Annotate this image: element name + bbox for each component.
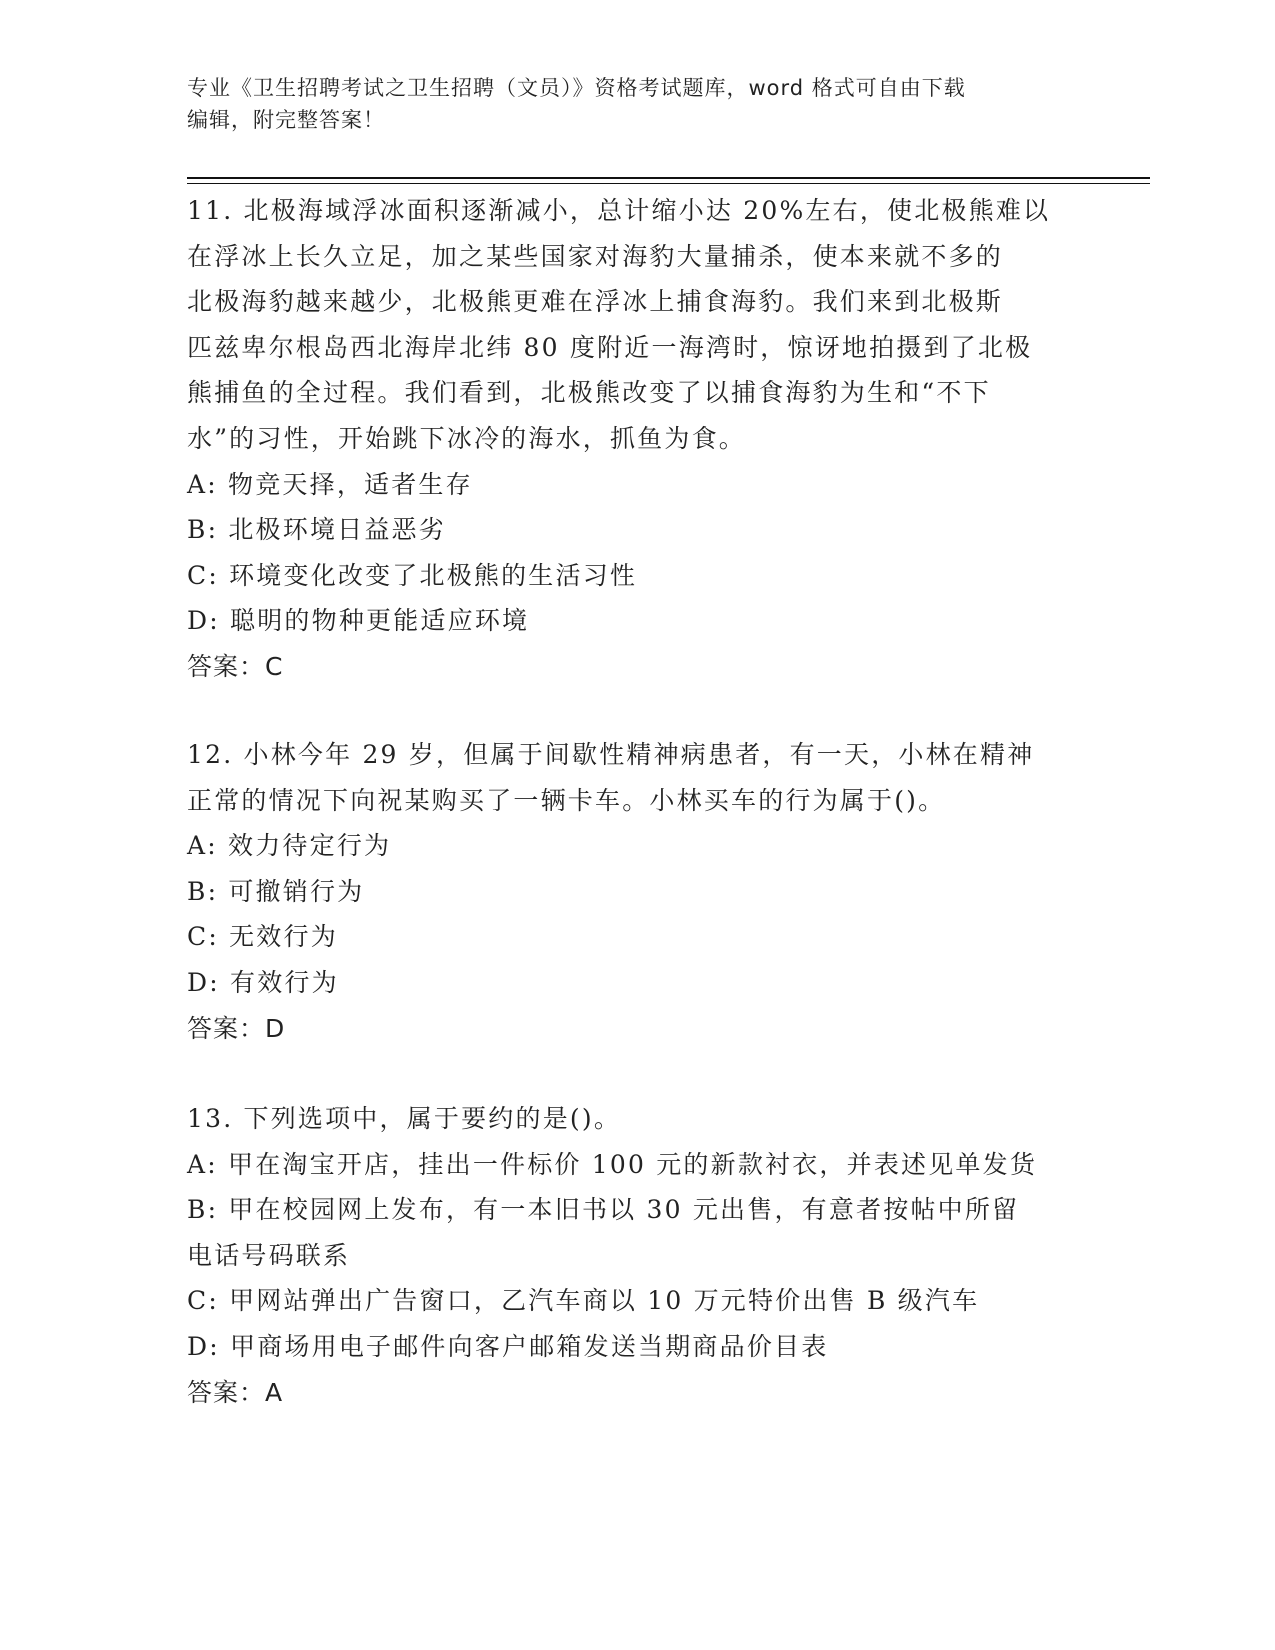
- question-12: [187, 732, 1067, 1051]
- option-a: A: 效力待定行为: [187, 831, 392, 861]
- option-d: D: 聪明的物种更能适应环境: [187, 606, 530, 636]
- question-stem-line: 11. 北极海域浮冰面积逐渐减小，总计缩小达 20%左右，使北极熊难以: [187, 196, 1051, 225]
- question-stem-line: 水”的习性，开始跳下冰冷的海水，抓鱼为食。: [187, 423, 746, 453]
- option-b: B: 甲在校园网上发布，有一本旧书以 30 元出售，有意者按帖中所留: [187, 1195, 1020, 1225]
- option-d: D: 有效行为: [187, 967, 339, 997]
- option-c: C: 无效行为: [187, 922, 338, 952]
- question-stem-line: 12. 小林今年 29 岁，但属于间歇性精神病患者，有一天，小林在精神: [187, 740, 1035, 769]
- option-a: A: 物竞天择，适者生存: [187, 469, 473, 499]
- option-b: B: 北极环境日益恶劣: [187, 515, 446, 545]
- header-rule-thin: [187, 183, 1150, 184]
- question-stem-line: 在浮冰上长久立足，加之某些国家对海豹大量捕杀，使本来就不多的: [187, 241, 1004, 271]
- question-stem-line: 熊捕鱼的全过程。我们看到，北极熊改变了以捕食海豹为生和“不下: [187, 378, 991, 408]
- answer-line: 答案：C: [187, 651, 284, 681]
- option-a: A: 甲在淘宝开店，挂出一件标价 100 元的新款衬衣，并表述见单发货: [187, 1149, 1038, 1179]
- option-b: B: 可撤销行为: [187, 876, 365, 906]
- question-13: [187, 1096, 1067, 1415]
- option-d: D: 甲商场用电子邮件向客户邮箱发送当期商品价目表: [187, 1331, 829, 1361]
- document-header: [187, 72, 1067, 136]
- option-b-continued: 电话号码联系: [187, 1240, 351, 1270]
- header-rule-thick: [187, 177, 1150, 179]
- header-line-1: 专业《卫生招聘考试之卫生招聘（文员）》资格考试题库，word 格式可自由下载: [187, 76, 966, 100]
- question-stem-line: 北极海豹越来越少，北极熊更难在浮冰上捕食海豹。我们来到北极斯: [187, 287, 1004, 317]
- question-stem-line: 匹兹卑尔根岛西北海岸北纬 80 度附近一海湾时，惊讶地拍摄到了北极: [187, 332, 1033, 362]
- option-c: C: 环境变化改变了北极熊的生活习性: [187, 560, 638, 590]
- header-line-2: 编辑，附完整答案！: [187, 108, 385, 132]
- question-stem-line: 正常的情况下向祝某购买了一辆卡车。小林买车的行为属于()。: [187, 785, 946, 815]
- question-stem-line: 13. 下列选项中，属于要约的是()。: [187, 1104, 622, 1133]
- answer-line: 答案：D: [187, 1013, 286, 1043]
- question-11: [187, 188, 1067, 690]
- answer-line: 答案：A: [187, 1377, 284, 1407]
- option-c: C: 甲网站弹出广告窗口，乙汽车商以 10 万元特价出售 B 级汽车: [187, 1286, 980, 1316]
